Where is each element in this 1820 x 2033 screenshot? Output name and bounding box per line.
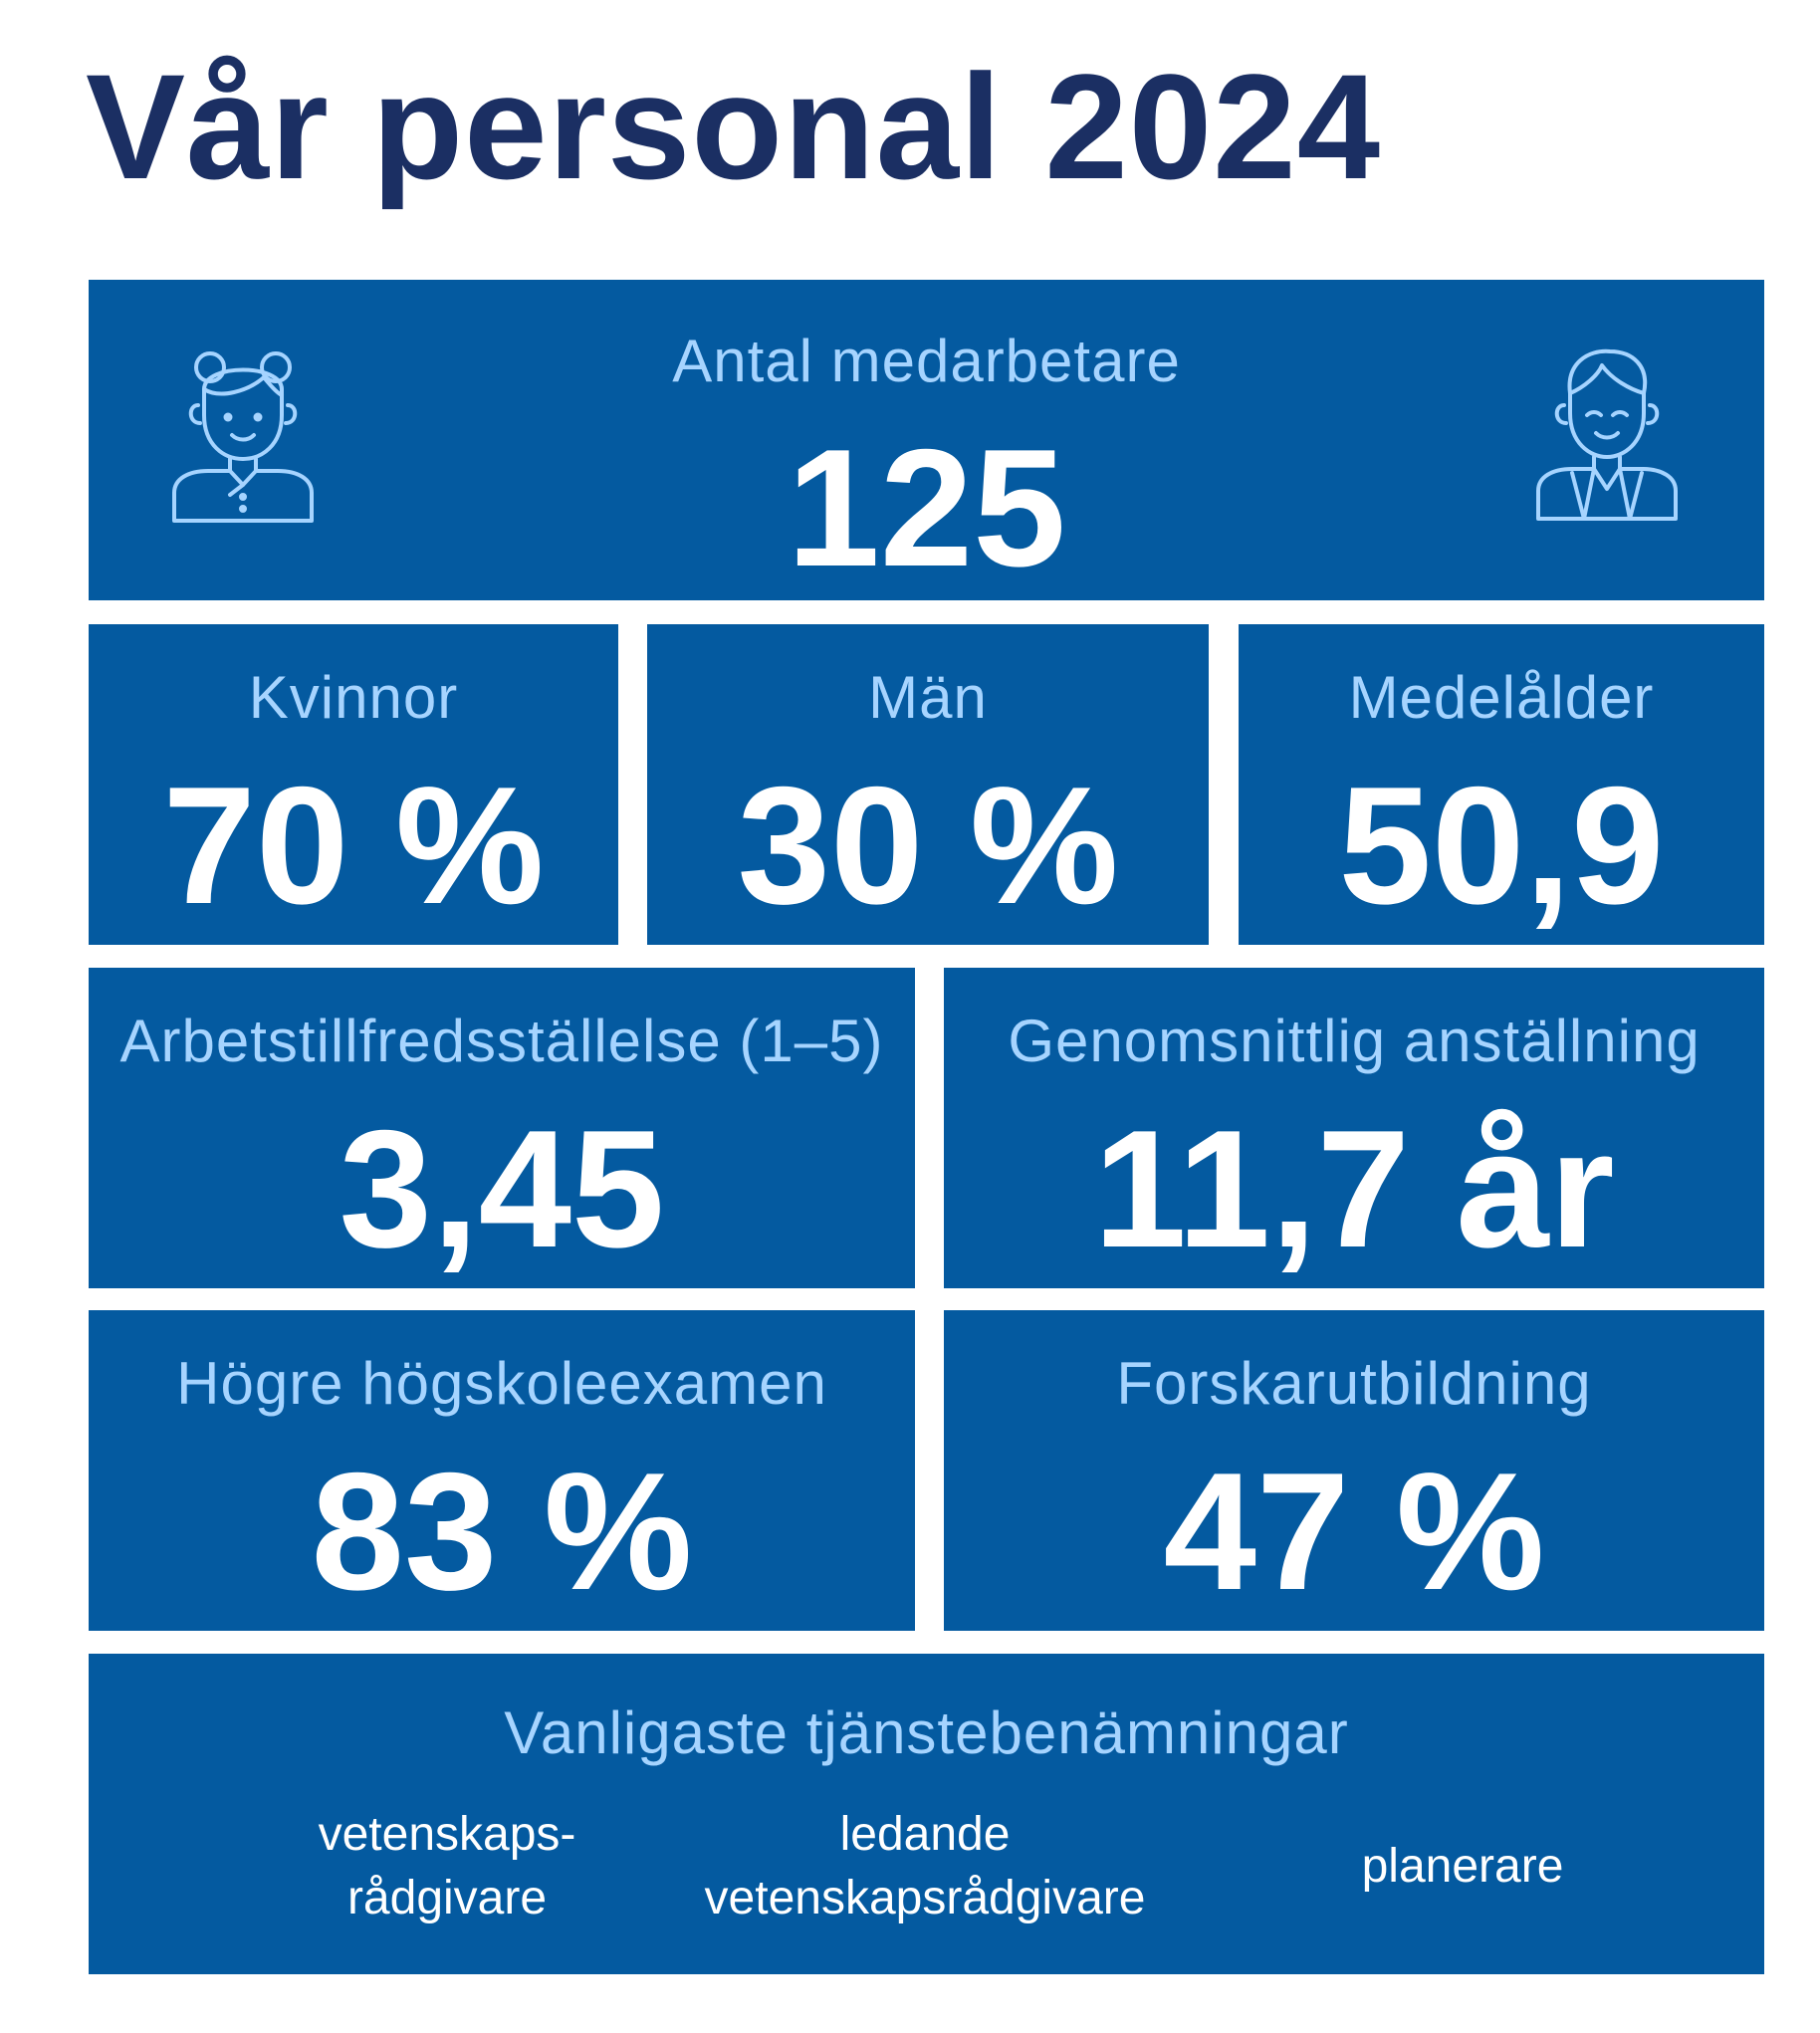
employees-value: 125 [787,414,1066,601]
job-satisfaction-value: 3,45 [339,1095,665,1282]
women-value: 70 % [162,752,545,939]
men-label: Män [868,664,988,731]
average-age-panel [1239,624,1764,945]
job-title-item: vetenskaps- rådgivare [318,1808,576,1924]
research-education-value: 47 % [1163,1438,1545,1625]
job-title-item: ledande vetenskapsrådgivare [704,1808,1146,1924]
higher-degree-label: Högre högskoleexamen [176,1350,827,1417]
men-value: 30 % [737,752,1119,939]
higher-degree-panel [89,1310,915,1631]
job-title-item: planerare [1361,1840,1564,1893]
page-title: Vår personal 2024 [86,43,1382,210]
job-titles-panel [89,1654,1764,1974]
women-panel [89,624,618,945]
man-avatar-icon [1532,343,1682,523]
employees-panel [89,280,1764,600]
job-titles-label: Vanligaste tjänstebenämningar [504,1699,1349,1766]
men-panel [647,624,1209,945]
average-employment-panel [944,968,1764,1288]
higher-degree-value: 83 % [311,1438,693,1625]
job-titles-list [89,1803,1764,1952]
women-label: Kvinnor [248,664,459,731]
average-age-label: Medelålder [1348,664,1655,731]
research-education-label: Forskarutbildning [1116,1350,1592,1417]
employees-label: Antal medarbetare [672,328,1181,394]
average-employment-label: Genomsnittlig anställning [1008,1008,1701,1074]
job-satisfaction-label: Arbetstillfredsställelse (1–5) [119,1008,884,1074]
job-satisfaction-panel [89,968,915,1288]
average-age-value: 50,9 [1338,752,1665,939]
average-employment-value: 11,7 år [1093,1095,1615,1282]
research-education-panel [944,1310,1764,1631]
